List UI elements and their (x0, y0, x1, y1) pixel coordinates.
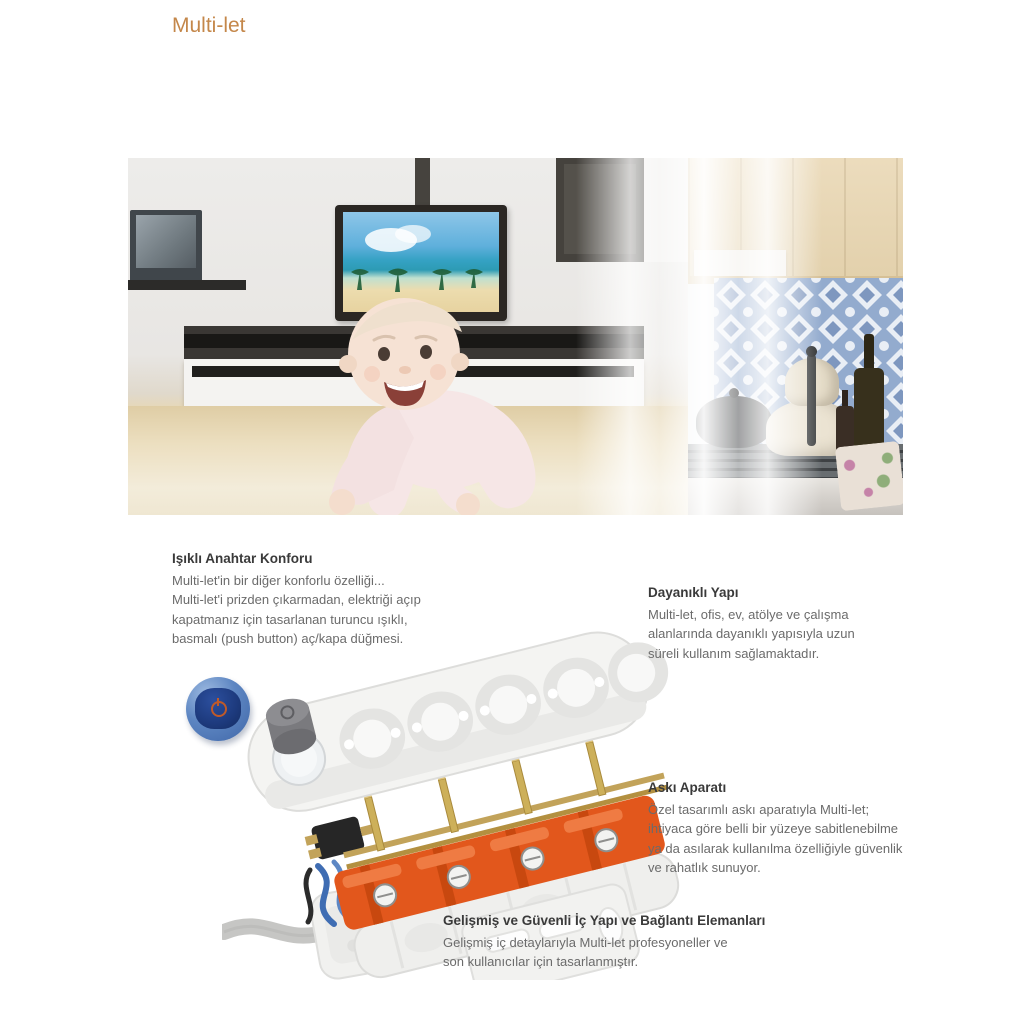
section-line: ihtiyaca göre belli bir yüzeye sabitlenebilme (648, 821, 899, 836)
section-light-switch (172, 549, 421, 649)
section-heading: Işıklı Anahtar Konforu (172, 551, 313, 566)
section-advanced (443, 911, 765, 972)
section-hanger (648, 778, 902, 878)
wall-cabinet-door (564, 164, 636, 254)
side-tv-screen (136, 215, 196, 268)
living-room-photo (128, 158, 688, 515)
section-line: ve rahatlık sunuyor. (648, 860, 761, 875)
switch-block (303, 813, 377, 862)
section-line: kapatmanız için tasarlanan turuncu ışıklı, (172, 611, 408, 627)
section-heading: Gelişmiş ve Güvenli İç Yapı ve Bağlantı Elemanları (443, 913, 766, 928)
wine-bottle (854, 334, 884, 452)
black-pot (696, 396, 772, 448)
section-line: süreli kullanım sağlamaktadır. (648, 645, 820, 661)
section-line: Özel tasarımlı askı aparatıyla Multi-let; (648, 801, 870, 817)
section-heading: Askı Aparatı (648, 780, 727, 795)
side-tv (130, 210, 202, 282)
small-bottle (836, 390, 854, 452)
kettle-handle (807, 354, 816, 446)
section-line: Multi-let'in bir diğer konforlu özelliği... (172, 572, 385, 588)
wall-shelf (644, 158, 688, 262)
hero-photo (128, 158, 903, 515)
page-title: Multi-let (172, 14, 246, 37)
kitchen-photo (688, 158, 903, 515)
pot-knob (729, 388, 739, 398)
section-heading: Dayanıklı Yapı (648, 585, 739, 600)
section-line: ya da asılarak kullanılma özelliğiyle güvenlik (648, 840, 903, 856)
section-line: Multi-let'i prizden çıkarmadan, elektriği açıp (172, 592, 421, 607)
kettle-knob (806, 346, 817, 357)
crawling-baby (296, 286, 556, 515)
side-shelf (128, 280, 246, 290)
section-line: Gelişmiş iç detaylarıyla Multi-let profesyoneller ve (443, 934, 728, 950)
section-line: Multi-let, ofis, ev, atölye ve çalışma (648, 606, 849, 622)
section-line: alanlarında dayanıklı yapısıyla uzun (648, 626, 855, 641)
floral-basket (835, 441, 903, 511)
power-button-photo (186, 677, 250, 741)
section-line: basmalı (push button) aç/kapa düğmesi. (172, 631, 404, 646)
section-line: son kullanıcılar için tasarlanmıştır. (443, 954, 639, 969)
bottle-body (854, 368, 884, 452)
wall-cabinet (556, 158, 644, 262)
power-icon (211, 701, 227, 717)
section-durable (648, 583, 855, 663)
